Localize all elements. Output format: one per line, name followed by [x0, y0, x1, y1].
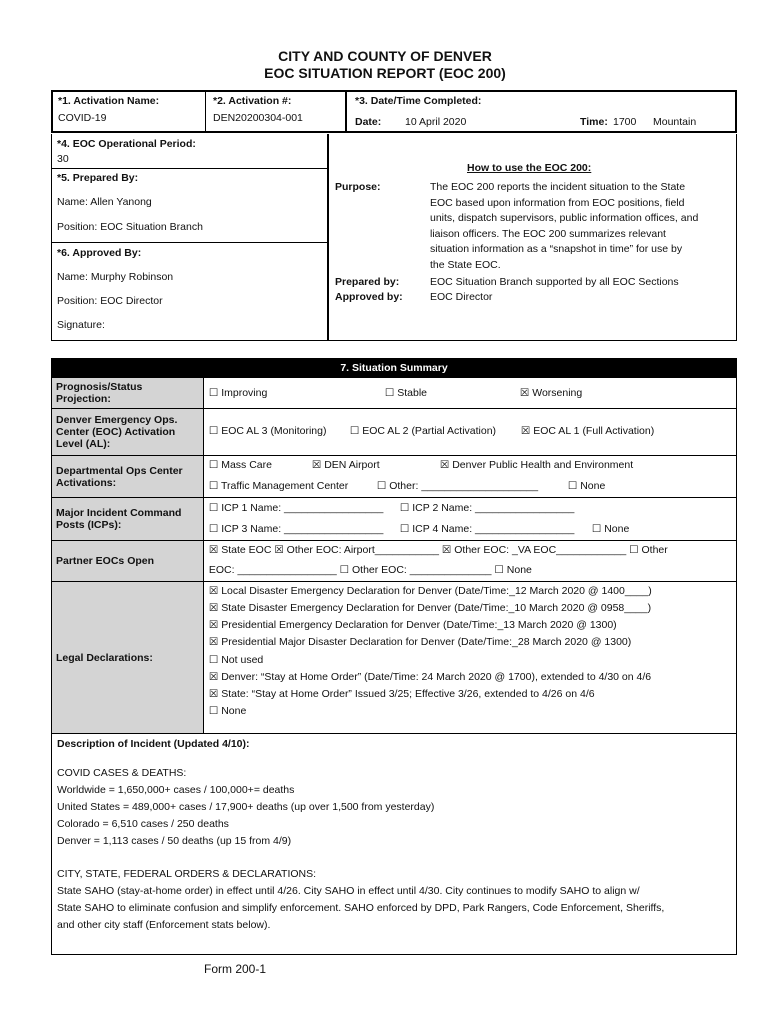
header-divider-2	[345, 92, 347, 133]
dept-other-checkbox[interactable]: ☐ Other: ____________________	[376, 480, 539, 492]
covid-line: United States = 489,000+ cases / 17,900+ deaths (up over 1,500 from yesterday)	[57, 801, 435, 813]
partner-eocs-options	[203, 541, 736, 582]
legal-declarations-list	[203, 582, 736, 734]
tmc-checkbox[interactable]: ☐ Traffic Management Center	[208, 480, 349, 492]
legal-declaration-item[interactable]: ☐ None	[208, 705, 247, 717]
icp2-field[interactable]: ☐ ICP 2 Name: _________________	[399, 502, 575, 514]
prepared-by-label: *5. Prepared By:	[57, 172, 139, 184]
orders-line: State SAHO (stay-at-home order) in effect until 4/26. City SAHO in effect until 4/30. City continues to modify SAHO to align w/	[57, 885, 640, 897]
icp-none-checkbox[interactable]: ☐ None	[591, 523, 630, 535]
activation-name-label: *1. Activation Name:	[58, 95, 160, 107]
dph-checkbox[interactable]: ☒ Denver Public Health and Environment	[439, 459, 634, 471]
purpose-line: the State EOC.	[430, 259, 501, 271]
purpose-line: EOC based upon information from EOC positions, field	[430, 196, 685, 209]
legal-declaration-item[interactable]: ☒ State Disaster Emergency Declaration for Denver (Date/Time:_10 March 2020 @ 0958____)	[208, 602, 652, 614]
icp-label: Major Incident Command Posts (ICPs):	[52, 498, 204, 541]
divider	[52, 242, 328, 243]
prognosis-label: Prognosis/Status Projection:	[52, 378, 204, 409]
icp3-field[interactable]: ☐ ICP 3 Name: _________________	[208, 523, 384, 535]
legal-declaration-item[interactable]: ☒ State: “Stay at Home Order” Issued 3/25; Effective 3/26, extended to 4/26 on 4/6	[208, 688, 595, 700]
covid-line: Denver = 1,113 cases / 50 deaths (up 15 from 4/9)	[57, 835, 292, 847]
covid-heading: COVID CASES & DEATHS:	[57, 767, 187, 779]
situation-summary-heading: 7. Situation Summary	[52, 359, 737, 378]
approved-by-position: Position: EOC Director	[57, 295, 163, 307]
prognosis-improving-checkbox[interactable]: ☐ Improving	[208, 387, 268, 399]
document-title: CITY AND COUNTY OF DENVER	[278, 48, 492, 64]
purpose-line: situation information as a “snapshot in time” for use by	[430, 243, 683, 256]
situation-summary-table	[51, 358, 737, 955]
al2-checkbox[interactable]: ☐ EOC AL 2 (Partial Activation)	[349, 425, 497, 437]
orders-line: State SAHO to eliminate confusion and simplify enforcement. SAHO enforced by DPD, Park Rangers, Code Enforcement, Sheriffs,	[57, 902, 665, 914]
howto-heading: How to use the EOC 200:	[467, 162, 592, 174]
prepared-by-position: Position: EOC Situation Branch	[57, 221, 203, 233]
partner-eocs-label: Partner EOCs Open	[52, 541, 204, 582]
activation-number-value: DEN20200304-001	[213, 112, 303, 124]
time-value: 1700	[613, 116, 637, 128]
op-period-label: *4. EOC Operational Period:	[57, 138, 196, 150]
prognosis-worsening-checkbox[interactable]: ☒ Worsening	[519, 387, 583, 399]
covid-line: Worldwide = 1,650,000+ cases / 100,000+= deaths	[57, 784, 295, 796]
dept-ops-options	[203, 456, 736, 498]
mass-care-checkbox[interactable]: ☐ Mass Care	[208, 459, 272, 471]
prognosis-stable-checkbox[interactable]: ☐ Stable	[384, 387, 427, 399]
partner-eocs-line[interactable]: EOC: _________________ ☐ Other EOC: ______________ ☐ None	[208, 564, 532, 576]
dept-ops-label: Departmental Ops Center Activations:	[52, 456, 204, 498]
howto-block	[328, 134, 737, 341]
time-label: Time:	[580, 116, 608, 128]
date-value: 10 April 2020	[405, 116, 467, 128]
approved-by-howto-label: Approved by:	[335, 291, 403, 303]
incident-description	[52, 734, 737, 955]
document-subtitle: EOC SITUATION REPORT (EOC 200)	[264, 65, 506, 81]
covid-line: Colorado = 6,510 cases / 250 deaths	[57, 818, 229, 830]
activation-level-label: Denver Emergency Ops. Center (EOC) Activation Level (AL):	[52, 409, 204, 456]
header-box	[51, 90, 737, 133]
purpose-label: Purpose:	[335, 181, 381, 193]
date-label: Date:	[355, 116, 382, 128]
dept-none-checkbox[interactable]: ☐ None	[567, 480, 606, 492]
signature-label: Signature:	[57, 319, 105, 331]
legal-declarations-label: Legal Declarations:	[52, 582, 204, 734]
den-airport-checkbox[interactable]: ☒ DEN Airport	[311, 459, 380, 471]
prepared-by-howto-label: Prepared by:	[335, 276, 400, 288]
icp4-field[interactable]: ☐ ICP 4 Name: _________________	[399, 523, 575, 535]
legal-declaration-item[interactable]: ☒ Local Disaster Emergency Declaration for Denver (Date/Time:_12 March 2020 @ 1400____)	[208, 585, 652, 597]
description-heading: Description of Incident (Updated 4/10):	[57, 738, 250, 750]
divider	[52, 168, 328, 169]
activation-name-value: COVID-19	[58, 112, 107, 124]
prepared-by-name: Name: Allen Yanong	[57, 196, 152, 208]
orders-line: and other city staff (Enforcement stats below).	[57, 919, 271, 931]
icp1-field[interactable]: ☐ ICP 1 Name: _________________	[208, 502, 384, 514]
datetime-label: *3. Date/Time Completed:	[355, 95, 482, 107]
purpose-line: liaison officers. The EOC 200 summarizes relevant	[430, 227, 666, 240]
legal-declaration-item[interactable]: ☐ Not used	[208, 654, 264, 666]
legal-declaration-item[interactable]: ☒ Denver: “Stay at Home Order” (Date/Time: 24 March 2020 @ 1700), extended to 4/30 on 4/6	[208, 671, 652, 683]
purpose-line: units, dispatch supervisors, public information offices, and	[430, 212, 699, 225]
prognosis-options	[203, 378, 736, 409]
partner-eocs-line[interactable]: ☒ State EOC ☒ Other EOC: Airport___________ ☒ Other EOC: _VA EOC____________ ☐ Other	[208, 544, 668, 556]
prepared-approved-block	[51, 134, 328, 341]
activation-level-options	[203, 409, 736, 456]
icp-options	[203, 498, 736, 541]
prepared-by-howto-value: EOC Situation Branch supported by all EOC Sections	[430, 276, 679, 288]
purpose-line: The EOC 200 reports the incident situation to the State	[430, 181, 686, 193]
approved-by-label: *6. Approved By:	[57, 247, 142, 259]
header-divider-1	[205, 92, 206, 133]
orders-heading: CITY, STATE, FEDERAL ORDERS & DECLARATIONS:	[57, 868, 317, 880]
legal-declaration-item[interactable]: ☒ Presidential Emergency Declaration for Denver (Date/Time:_13 March 2020 @ 1300)	[208, 619, 617, 631]
al3-checkbox[interactable]: ☐ EOC AL 3 (Monitoring)	[208, 425, 327, 437]
activation-number-label: *2. Activation #:	[213, 95, 292, 107]
al1-checkbox[interactable]: ☒ EOC AL 1 (Full Activation)	[520, 425, 655, 437]
op-period-value: 30	[57, 153, 69, 165]
approved-by-howto-value: EOC Director	[430, 291, 493, 303]
approved-by-name: Name: Murphy Robinson	[57, 271, 174, 283]
timezone-value: Mountain	[653, 116, 697, 128]
legal-declaration-item[interactable]: ☒ Presidential Major Disaster Declaration for Denver (Date/Time:_28 March 2020 @ 1300)	[208, 636, 632, 648]
form-number-footer: Form 200-1	[204, 962, 267, 976]
